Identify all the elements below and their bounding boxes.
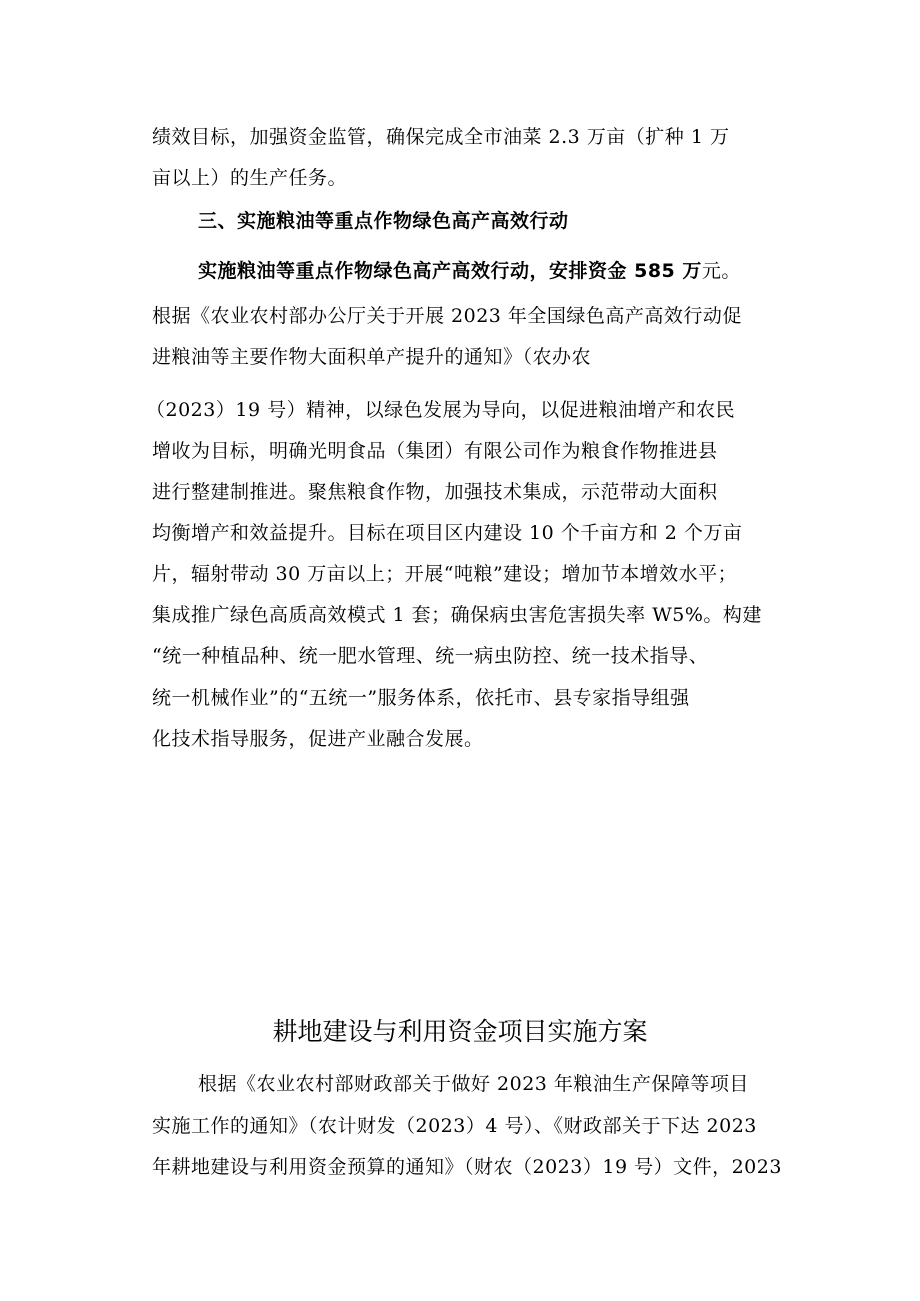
paragraph-line: 根据《农业农村部办公厅关于开展 2023 年全国绿色高产高效行动促 [152, 305, 742, 327]
paragraph-line: 片，辐射带动 30 万亩以上；开展“吨粮”建设；增加节本增效水平； [152, 563, 738, 585]
section-lead [198, 257, 741, 285]
paragraph-line: 增收为目标，明确光明食品（集团）有限公司作为粮食作物推进县 [152, 440, 718, 462]
document-title: 耕地建设与利用资金项目实施方案 [272, 1017, 648, 1046]
paragraph-line: 化技术指导服务，促进产业融合发展。 [152, 728, 484, 750]
paragraph-line: 进行整建制推进。聚焦粮食作物，加强技术集成，示范带动大面积 [152, 481, 718, 503]
section-lead-bold: 实施粮油等重点作物绿色高产高效行动，安排资金 585 万 [198, 260, 702, 282]
paragraph-line: 进粮油等主要作物大面积单产提升的通知》（农办农 [152, 346, 592, 368]
paragraph-line: 实施工作的通知》（农计财发（2023）4 号）、《财政部关于下达 2023 [152, 1115, 757, 1137]
paragraph-line: 绩效目标，加强资金监管，确保完成全市油菜 2.3 万亩（扩种 1 万 [152, 126, 730, 148]
paragraph-line: 均衡增产和效益提升。目标在项目区内建设 10 个千亩方和 2 个万亩 [152, 522, 743, 544]
paragraph-line: 统一机械作业”的“五统一”服务体系，依托市、县专家指导组强 [152, 687, 690, 709]
paragraph-line: （2023）19 号）精神，以绿色发展为导向，以促进粮油增产和农民 [146, 399, 736, 421]
paragraph-line: “统一种植品种、统一肥水管理、统一病虫防控、统一技术指导、 [152, 645, 709, 667]
section-lead-tail: 元。 [701, 260, 741, 282]
paragraph-line: 亩以上）的生产任务。 [152, 167, 348, 189]
section-heading: 三、实施粮油等重点作物绿色高产高效行动 [198, 210, 569, 232]
paragraph-line: 年耕地建设与利用资金预算的通知》（财农（2023）19 号）文件，2023 [152, 1156, 782, 1178]
paragraph-line: 集成推广绿色高质高效模式 1 套；确保病虫害危害损失率 W5%。构建 [152, 604, 762, 626]
paragraph-line: 根据《农业农村部财政部关于做好 2023 年粮油生产保障等项目 [198, 1073, 749, 1095]
